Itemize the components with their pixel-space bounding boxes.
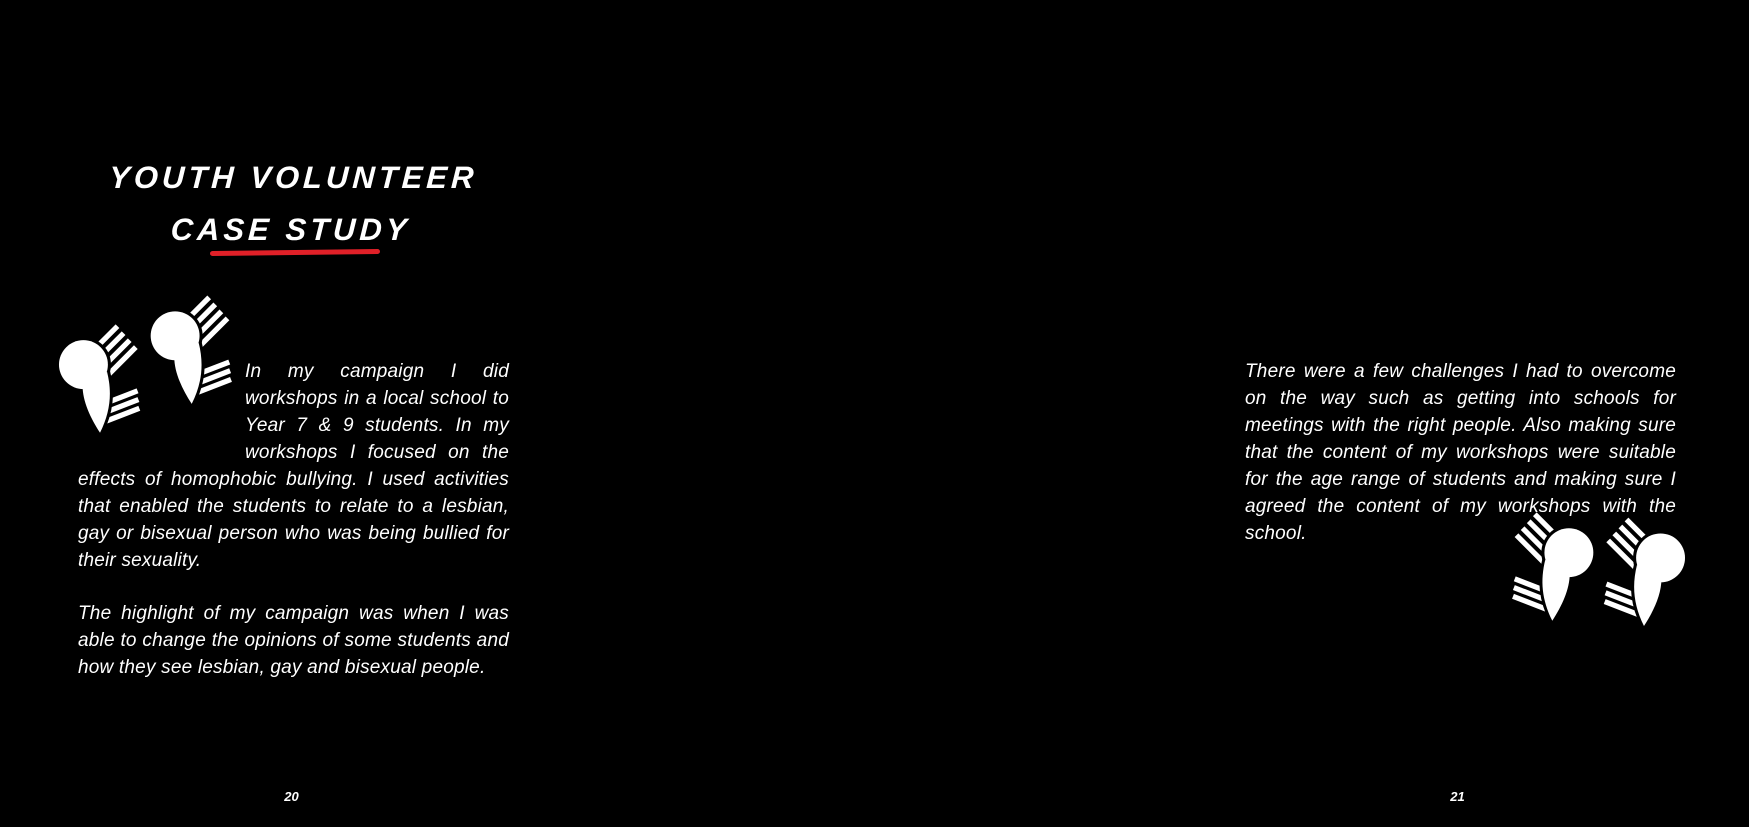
- page-title: [74, 152, 509, 256]
- title-line-2: CASE STUDY: [169, 211, 412, 247]
- title-line-1: YOUTH VOLUNTEER: [108, 159, 479, 195]
- left-paragraph-2: The highlight of my campaign was when I was able to change the opinions of some students and how they see lesbian, gay and bisexual people.: [78, 603, 509, 678]
- right-paragraph-1: There were a few challenges I had to overcome on the way such as getting into schools for meetings with the right people. Also making sure that the content of my workshops were suitable for the age range of students and making sure I agreed the content of my workshops with the school.: [1245, 361, 1676, 544]
- text-wrap-spacer: [78, 358, 245, 440]
- left-paragraph-1-text: In my campaign I did workshops in a local school to Year 7 & 9 students. In my workshops I focused on the effects of homophobic bullying. I used activities that enabled the students to relate to a lesbian, gay or bisexual person who was being bullied for their sexuality.: [78, 361, 509, 571]
- left-body-text: [78, 358, 509, 681]
- right-page: [583, 0, 1676, 827]
- page-number-left: 20: [284, 789, 299, 804]
- left-page: [0, 0, 583, 827]
- closing-quotes-icon: [1513, 502, 1692, 633]
- page-number-right: 21: [1450, 789, 1465, 804]
- left-paragraph-1: [78, 358, 509, 574]
